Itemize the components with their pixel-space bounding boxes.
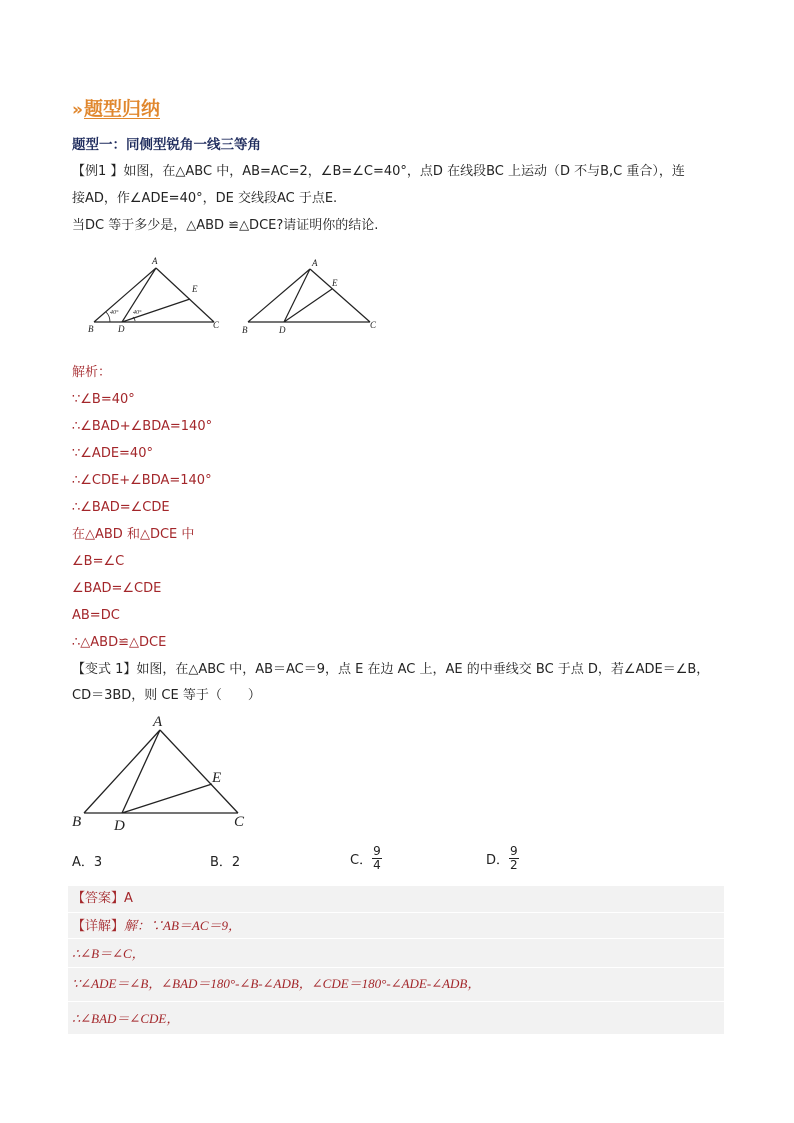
segment-ac [156, 268, 214, 322]
label-e-3: E [212, 770, 222, 786]
label-a-2: A [312, 258, 318, 268]
solution-step: ∴∠BAD=∠CDE [72, 500, 170, 515]
answer-line [72, 890, 133, 908]
option-b[interactable] [210, 851, 240, 870]
option-d[interactable] [486, 845, 519, 872]
variant1-line2: CD＝3BD，则 CE 等于（ ） [72, 688, 261, 703]
segment-ab-2 [248, 269, 310, 322]
section-title: 题型归纳 [83, 98, 160, 120]
divider [68, 967, 724, 968]
variant1-figure [66, 708, 266, 838]
solution-step: ∵∠ADE=40° [72, 446, 153, 461]
label-c: C [213, 320, 220, 330]
segment-de-3 [122, 784, 212, 813]
option-d-numerator: 9 [510, 844, 518, 858]
label-d-2: D [279, 325, 286, 335]
answer-label: 【答案】 [72, 891, 125, 906]
option-c-numerator: 9 [373, 844, 381, 858]
label-e-2: E [332, 278, 338, 288]
detail-line2: ∴∠B＝∠C， [72, 946, 145, 961]
option-c-label: C． [350, 853, 373, 868]
option-c-denominator: 4 [373, 858, 381, 872]
detail-line1 [72, 917, 241, 936]
example1-line3: 当DC 等于多少是，△ABD ≌△DCE?请证明你的结论. [72, 218, 379, 233]
right-triangle [248, 269, 370, 322]
example1-line2: 接AD，作∠ADE=40°，DE 交线段AC 于点E. [72, 191, 338, 206]
label-b-2: B [242, 325, 248, 335]
answer-value: A [124, 891, 133, 906]
label-a: A [152, 256, 158, 266]
option-a[interactable] [72, 851, 102, 870]
solution-step: ∵∠B=40° [72, 392, 135, 407]
label-d: D [118, 324, 125, 334]
segment-ac-3 [160, 730, 238, 813]
option-a-value: 3 [93, 855, 103, 870]
detail-line3: ∵∠ADE＝∠B，∠BAD＝180°-∠B-∠ADB，∠CDE＝180°-∠ADE-∠ADB， [72, 976, 481, 991]
label-e: E [192, 284, 198, 294]
label-c-2: C [370, 320, 377, 330]
divider [68, 938, 724, 939]
option-d-denominator: 2 [510, 858, 518, 872]
label-b: B [88, 324, 94, 334]
type-title: 题型一：同侧型锐角一线三等角 [72, 137, 261, 153]
solution-step: AB=DC [72, 608, 120, 623]
label-d-3: D [114, 818, 125, 834]
label-b-3: B [72, 814, 82, 830]
option-c-fraction [372, 845, 382, 872]
example1-figure [80, 252, 400, 342]
segment-ad-3 [122, 730, 160, 813]
solution-step: ∴∠BAD+∠BDA=140° [72, 419, 213, 434]
solution-heading: 解析： [72, 365, 112, 380]
segment-de-2 [284, 289, 332, 322]
segment-ac-2 [310, 269, 370, 322]
label-c-3: C [234, 814, 245, 830]
angle-label-d: 40° [133, 310, 142, 316]
divider [68, 1001, 724, 1002]
section-header [72, 94, 160, 121]
segment-ad-2 [284, 269, 310, 322]
option-a-label: A． [72, 855, 94, 870]
option-b-label: B． [210, 855, 232, 870]
detail-text: 解：∵AB＝AC＝9， [124, 918, 242, 933]
label-a-3: A [153, 714, 163, 730]
solution-step: ∠BAD=∠CDE [72, 581, 162, 596]
solution-step: 在△ABD 和△DCE 中 [72, 527, 195, 542]
angle-label-b: 40° [110, 310, 119, 316]
double-chevron-icon: » [72, 100, 80, 120]
option-c[interactable] [350, 845, 382, 872]
divider [68, 912, 724, 913]
option-d-label: D． [486, 853, 510, 868]
solution-step: ∴∠CDE+∠BDA=140° [72, 473, 212, 488]
detail-label: 【详解】 [72, 919, 125, 934]
segment-ab-3 [84, 730, 160, 813]
solution-step: ∠B=∠C [72, 554, 125, 569]
option-b-value: 2 [231, 855, 241, 870]
detail-line4: ∴∠BAD＝∠CDE， [72, 1011, 180, 1026]
option-d-fraction [509, 845, 519, 872]
solution-step: ∴△ABD≌△DCE [72, 635, 167, 650]
example1-line1: 【例1 】如图，在△ABC 中，AB=AC=2，∠B=∠C=40°，点D 在线段BC 上运动（D 不与B,C 重合），连 [72, 164, 685, 179]
variant1-line1: 【变式 1】如图，在△ABC 中，AB＝AC＝9，点 E 在边 AC 上，AE 的中垂线交 BC 于点 D，若∠ADE＝∠B， [72, 662, 710, 677]
